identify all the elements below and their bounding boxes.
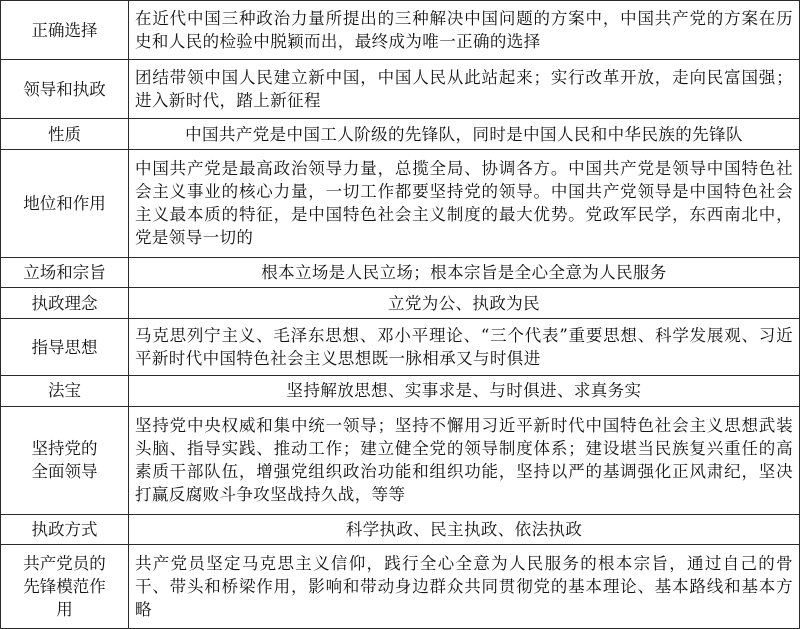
- table-row: [1, 514, 800, 545]
- row-key: 正确选择: [1, 1, 129, 60]
- row-value: 中国共产党是最高政治领导力量，总揽全局、协调各方。中国共产党是领导中国特色社会主义事业的核心力量，一切工作都要坚持党的领导。中国共产党领导是中国特色社会主义最本质的特征，是中国特色社会主义制度的最大优势。党政军民学，东西南北中，党是领导一切的: [129, 149, 800, 257]
- row-key-line: 先锋模范作: [23, 577, 106, 597]
- table-row: [1, 149, 800, 257]
- table-row: [1, 406, 800, 514]
- row-value: 在近代中国三种政治力量所提出的三种解决中国问题的方案中，中国共产党的方案在历史和人民的检验中脱颖而出，最终成为唯一正确的选择: [129, 1, 800, 60]
- row-key: 法宝: [1, 376, 129, 407]
- row-value: 中国共产党是中国工人阶级的先锋队，同时是中国人民和中华民族的先锋队: [129, 119, 800, 150]
- row-value: 根本立场是人民立场；根本宗旨是全心全意为人民服务: [129, 257, 800, 288]
- row-key: [1, 406, 129, 514]
- table-row: [1, 319, 800, 376]
- row-value: 坚持党中央权威和集中统一领导；坚持不懈用习近平新时代中国特色社会主义思想武装头脑、指导实践、推动工作；建立健全党的领导制度体系；建设堪当民族复兴重任的高素质干部队伍，增强党组织政治功能和组织功能，坚持以严的基调强化正风肃纪，坚决打赢反腐败斗争攻坚战持久战，等等: [129, 406, 800, 514]
- table-row: [1, 1, 800, 60]
- table-row: [1, 257, 800, 288]
- row-value: 科学执政、民主执政、依法执政: [129, 514, 800, 545]
- row-key-line: 用: [56, 600, 73, 620]
- row-key: 立场和宗旨: [1, 257, 129, 288]
- table-row: [1, 119, 800, 150]
- row-key-line: 全面领导: [31, 462, 98, 482]
- row-key: 指导思想: [1, 319, 129, 376]
- table-row: [1, 288, 800, 319]
- row-key-line: 共产党员的: [23, 554, 106, 574]
- row-value: 立党为公、执政为民: [129, 288, 800, 319]
- table-row: [1, 376, 800, 407]
- row-key: 性质: [1, 119, 129, 150]
- row-key: 地位和作用: [1, 149, 129, 257]
- row-value: 马克思列宁主义、毛泽东思想、邓小平理论、“三个代表”重要思想、科学发展观、习近平新时代中国特色社会主义思想既一脉相承又与时俱进: [129, 319, 800, 376]
- row-key-line: 坚持党的: [31, 439, 98, 459]
- row-value: 共产党员坚定马克思主义信仰，践行全心全意为人民服务的根本宗旨，通过自己的骨干、带头和桥梁作用，影响和带动身边群众共同贯彻党的基本理论、基本路线和基本方略: [129, 545, 800, 629]
- row-value: 团结带领中国人民建立新中国，中国人民从此站起来；实行改革开放，走向民富国强；进入新时代，踏上新征程: [129, 60, 800, 119]
- table-row: [1, 545, 800, 629]
- row-key: 领导和执政: [1, 60, 129, 119]
- row-value: 坚持解放思想、实事求是、与时俱进、求真务实: [129, 376, 800, 407]
- row-key: 执政理念: [1, 288, 129, 319]
- row-key: [1, 545, 129, 629]
- table-row: [1, 60, 800, 119]
- row-key: 执政方式: [1, 514, 129, 545]
